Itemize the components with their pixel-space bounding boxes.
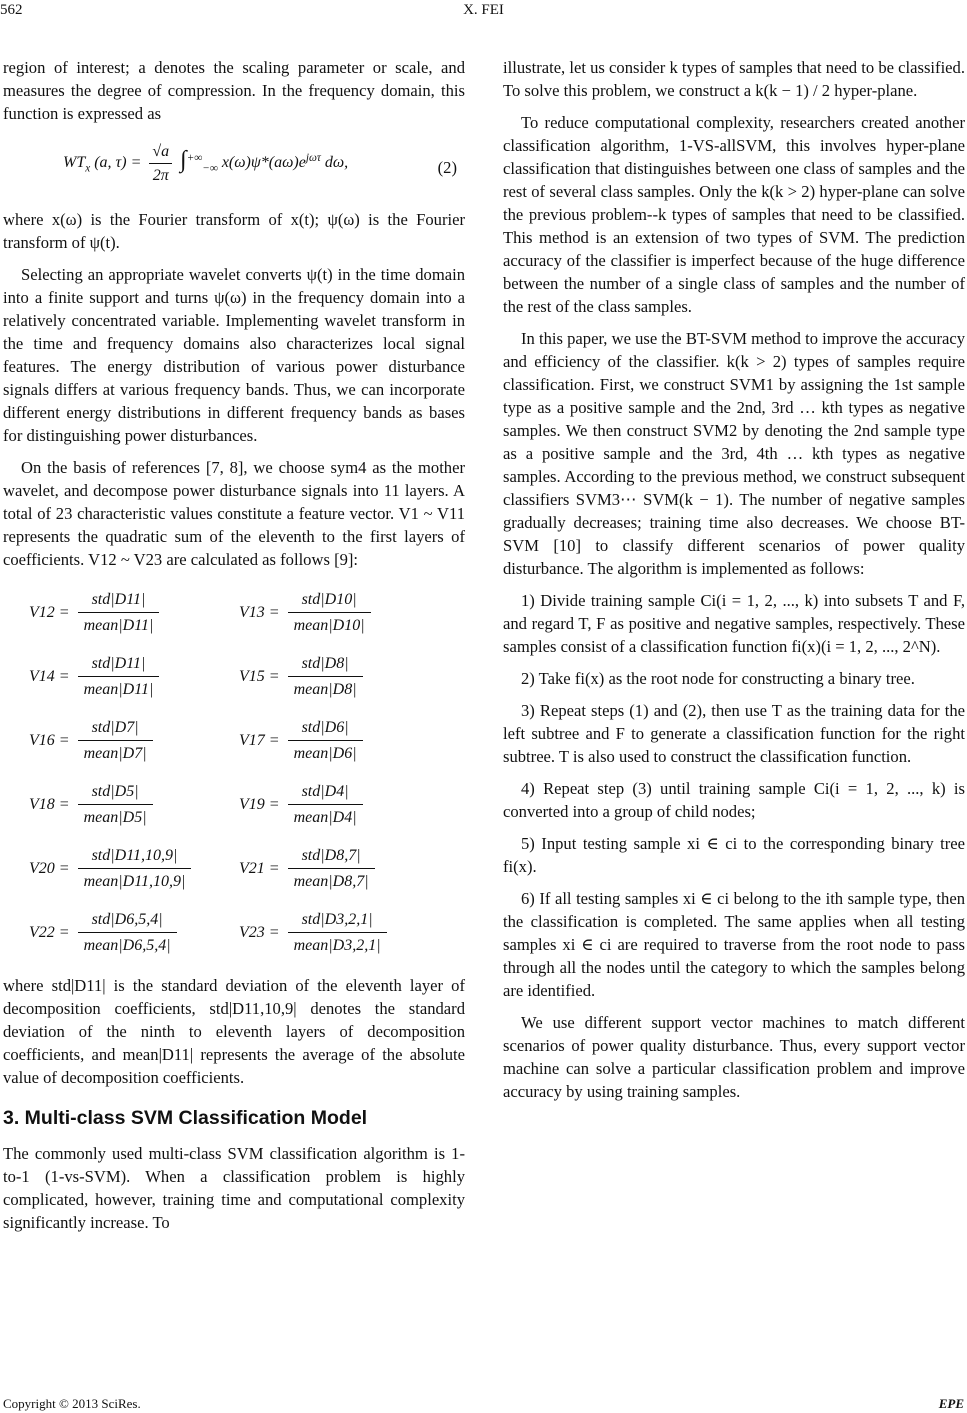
paragraph: where x(ω) is the Fourier transform of x(t); ψ(ω) is the Fourier transform of ψ(t). (3, 210, 465, 252)
eq-frac-top: √a (149, 140, 172, 164)
algorithm-step: 2) Take fi(x) as the root node for constructing a binary tree. (521, 669, 915, 688)
feature-row (29, 836, 465, 900)
feature-row (29, 708, 465, 772)
feature-numerator: std|D11| (78, 587, 160, 613)
feature-row (29, 772, 465, 836)
algorithm-step: 4) Repeat step (3) until training sample Ci(i = 1, 2, ..., k) is converted into a group of child nodes; (503, 779, 965, 821)
paragraph: Selecting an appropriate wavelet converts ψ(t) in the time domain into a finite support and turns ψ(ω) in the frequency domain into a relatively concentrated variable. Implementing wavelet transform in the time and frequency domains also characterizes local signal features. The energy distribution of various power disturbance signals differs at various frequency bands. Thus, we can incorporate different energy distributions in different frequency bands as bases for distinguishing power disturbances. (3, 265, 465, 445)
eq-rhs-end: dω, (324, 154, 349, 172)
eq-lhs-sub: x (85, 162, 91, 175)
feature-lhs: V16 = (29, 731, 70, 749)
eq-rhs: x(ω)ψ*(aω)e (221, 154, 306, 172)
feature-numerator: std|D11,10,9| (78, 843, 192, 869)
feature-numerator: std|D11| (78, 651, 160, 677)
feature-lhs: V18 = (29, 795, 70, 813)
algorithm-step: 1) Divide training sample Ci(i = 1, 2, ..., k) into subsets T and F, and regard T, F as positive and negative samples, respectively. These samples consist of a classification function fi(x)(i = 1, 2, ..., 2^N). (503, 591, 965, 656)
eq-fraction (149, 140, 172, 187)
paragraph: region of interest; a denotes the scaling parameter or scale, and measures the degree of compression. In the frequency domain, this function is expressed as (3, 58, 465, 123)
eq-int-lower: −∞ (202, 162, 218, 175)
eq-args: (a, τ) = (94, 154, 142, 172)
paragraph: To reduce computational complexity, researchers created another classification algorithm, 1-VS-allSVM, this involves hyper-plane classification that distinguishes between one class of samples and the rest of several class samples. Only the k(k > 2) hyper-plane can solve the previous problem--k types of samples that need to be classified. This method is an extension of two types of SVM. The prediction accuracy of the classifier is imperfect because of the huge difference between the number of a single class of samples and the number of the rest of the class samples. (503, 113, 965, 316)
feature-denominator: mean|D11| (83, 680, 154, 698)
feature-lhs: V15 = (239, 667, 280, 685)
feature-denominator: mean|D7| (83, 744, 147, 762)
feature-numerator: std|D4| (288, 779, 363, 805)
algorithm-step: 3) Repeat steps (1) and (2), then use T as the training data for the left subtree and F to generate a classification function for the right subtree. T is also used to construct the classification function. (503, 701, 965, 766)
feature-denominator: mean|D6| (293, 744, 357, 762)
journal-abbrev: EPE (938, 1396, 964, 1411)
page-number: 562 (0, 2, 23, 18)
feature-denominator: mean|D8| (293, 680, 357, 698)
paragraph: where std|D11| is the standard deviation of the eleventh layer of decomposition coefficients, std|D11,10,9| denotes the standard deviation of the ninth to eleventh layers of decomposition coefficients, and mean|D11| represents the average of the absolute value of decomposition coefficients. (3, 976, 465, 1087)
feature-lhs: V22 = (29, 923, 70, 941)
feature-row (29, 580, 465, 644)
feature-lhs: V13 = (239, 603, 280, 621)
eq-lhs: WT (63, 154, 86, 172)
algorithm-step: 5) Input testing sample xi ∈ ci to the corresponding binary tree fi(x). (503, 834, 965, 876)
eq-int-upper: +∞ (186, 151, 203, 164)
feature-numerator: std|D10| (288, 587, 371, 613)
feature-denominator: mean|D11,10,9| (83, 872, 186, 890)
copyright: Copyright © 2013 SciRes. (3, 1396, 141, 1411)
paragraph: On the basis of references [7, 8], we choose sym4 as the mother wavelet, and decompose power disturbance signals into 11 layers. A total of 23 characteristic values constitute a feature vector. V1 ~ V11 represents the quadratic sum of the eleventh to the first layers of coefficients. V12 ~ V23 are calculated as follows [9]: (3, 458, 465, 569)
eq-integral: ∫ (180, 147, 187, 174)
eq-rhs-sup: jωτ (305, 151, 321, 164)
left-column (3, 56, 465, 1243)
feature-lhs: V17 = (239, 731, 280, 749)
feature-equations (29, 580, 465, 964)
feature-denominator: mean|D10| (293, 616, 365, 634)
feature-lhs: V14 = (29, 667, 70, 685)
running-head: X. FEI (463, 2, 504, 18)
feature-denominator: mean|D4| (293, 808, 357, 826)
feature-denominator: mean|D11| (83, 616, 154, 634)
feature-numerator: std|D8,7| (288, 843, 375, 869)
feature-numerator: std|D7| (78, 715, 153, 741)
feature-denominator: mean|D3,2,1| (293, 936, 381, 954)
paragraph: In this paper, we use the BT-SVM method to improve the accuracy and efficiency of the classifier. k(k > 2) types of samples require classification. First, we construct SVM1 by assigning the 1st sample type as a positive sample and the 2nd, 3rd … kth types as negative samples. We then construct SVM2 by denoting the 2nd sample type as a positive sample and the 3rd, 4th … kth types as negative samples. According to the previous method, we construct subsequent classifiers SVM3⋯ SVM(k − 1). The number of negative samples gradually decreases; training time also decreases. We choose BT-SVM [10] to classify different scenarios of power quality disturbance. The algorithm is implemented as follows: (503, 329, 965, 578)
feature-denominator: mean|D6,5,4| (83, 936, 171, 954)
feature-numerator: std|D5| (78, 779, 153, 805)
feature-lhs: V12 = (29, 603, 70, 621)
paragraph: The commonly used multi-class SVM classification algorithm is 1-to-1 (1-vs-SVM). When a classification problem is highly complicated, however, training time and computational complexity significantly increase. To (3, 1144, 465, 1232)
feature-denominator: mean|D5| (83, 808, 147, 826)
algorithm-step: 6) If all testing samples xi ∈ ci belong to the ith sample type, then the classification is completed. The same applies when all testing samples xi ∈ ci are required to traverse from the root node to pass through all the nodes until the category to which the samples belong are identified. (503, 889, 965, 1000)
right-column (503, 56, 965, 1112)
feature-lhs: V21 = (239, 859, 280, 877)
feature-lhs: V19 = (239, 795, 280, 813)
section-title: 3. Multi-class SVM Classification Model (3, 1107, 368, 1129)
equation-number: (2) (437, 158, 457, 177)
feature-denominator: mean|D8,7| (293, 872, 369, 890)
feature-numerator: std|D8| (288, 651, 363, 677)
feature-numerator: std|D3,2,1| (288, 907, 387, 933)
feature-numerator: std|D6,5,4| (78, 907, 177, 933)
eq-frac-bot: 2π (152, 167, 169, 184)
paragraph: illustrate, let us consider k types of samples that need to be classified. To solve this problem, we construct a k(k − 1) / 2 hyper-plane. (503, 58, 965, 100)
equation-2 (3, 134, 465, 198)
feature-row (29, 900, 465, 964)
feature-numerator: std|D6| (288, 715, 363, 741)
paragraph: We use different support vector machines to match different scenarios of power quality disturbance. Thus, every support vector machine can solve a particular classification problem and improve accuracy by using training samples. (503, 1013, 965, 1101)
feature-row (29, 644, 465, 708)
feature-lhs: V20 = (29, 859, 70, 877)
feature-lhs: V23 = (239, 923, 280, 941)
